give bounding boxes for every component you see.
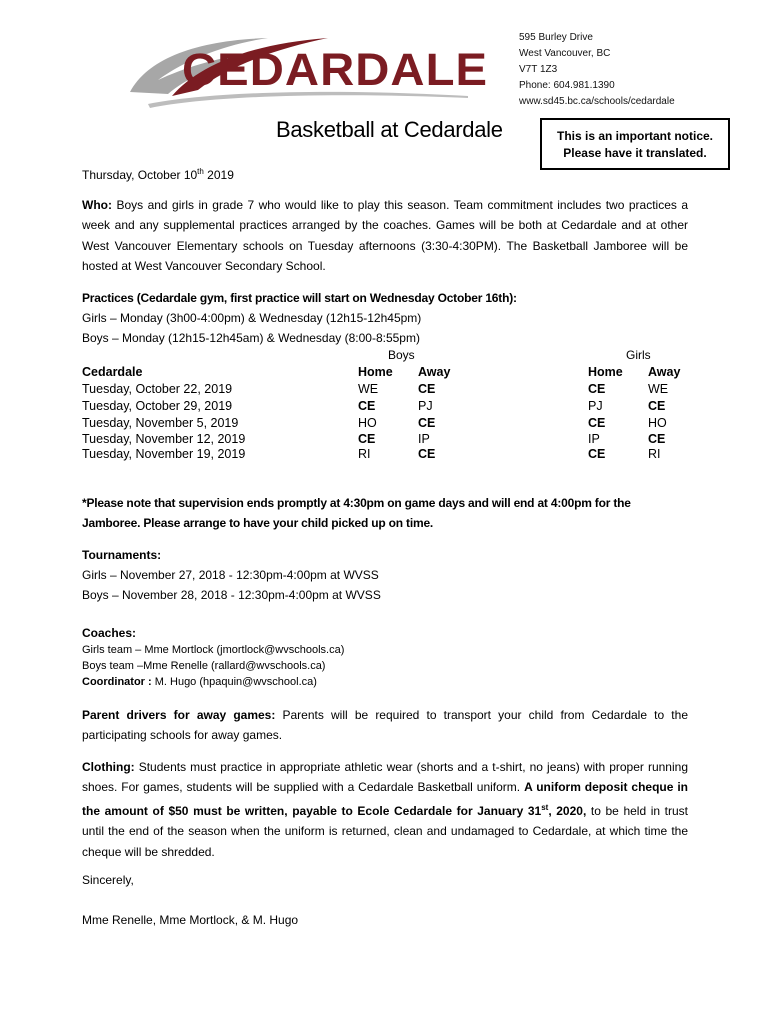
signature: Mme Renelle, Mme Mortlock, & M. Hugo xyxy=(82,913,299,927)
clothing-deposit-year: , 2020, xyxy=(548,803,587,818)
clothing-deposit-text: A uniform deposit cheque in the amount of $50 must be written, payable to Ecole Cedardale for January 31 xyxy=(82,780,689,818)
schedule-row-girls-away: RI xyxy=(648,447,661,461)
schedule-row-boys-home: HO xyxy=(358,416,377,430)
drivers-text: Parents will be required to transport your child from Cedardale to the participating schools for away games. xyxy=(82,708,688,743)
schedule-row-boys-home: CE xyxy=(358,432,376,446)
who-paragraph xyxy=(82,195,688,277)
schedule-row-date: Tuesday, October 22, 2019 xyxy=(82,382,233,396)
clothing-ordinal: st xyxy=(541,802,549,812)
coach-boys: Boys team –Mme Renelle (rallard@wvschools.ca) xyxy=(82,660,326,672)
schedule-row-boys-away: PJ xyxy=(418,399,433,413)
coordinator-name: M. Hugo (hpaquin@wvschool.ca) xyxy=(151,676,317,688)
girls-group-label: Girls xyxy=(626,348,651,362)
schedule-row-girls-home: PJ xyxy=(588,399,603,413)
coach-girls: Girls team – Mme Mortlock (jmortlock@wvschools.ca) xyxy=(82,644,345,656)
schedule-row-girls-home: CE xyxy=(588,382,606,396)
practices-girls: Girls – Monday (3h00-4:00pm) & Wednesday (12h15-12h45pm) xyxy=(82,311,422,325)
letter-date xyxy=(82,162,234,185)
schedule-row-boys-home: RI xyxy=(358,447,371,461)
address-website: www.sd45.bc.ca/schools/cedardale xyxy=(519,96,675,107)
notice-line-1: This is an important notice. xyxy=(556,129,714,143)
coordinator-label: Coordinator : xyxy=(82,676,152,688)
coaches-heading: Coaches: xyxy=(82,626,137,640)
schedule-row-girls-home: CE xyxy=(588,447,606,461)
schedule-row-girls-home: IP xyxy=(588,432,600,446)
col-header-boys-home: Home xyxy=(358,365,393,379)
col-header-girls-away: Away xyxy=(648,365,681,379)
cedardale-logo xyxy=(128,30,490,112)
schedule-row-girls-home: CE xyxy=(588,416,606,430)
schedule-row-boys-home: WE xyxy=(358,382,379,396)
address-phone: Phone: 604.981.1390 xyxy=(519,80,615,91)
schedule-row-boys-away: CE xyxy=(418,447,436,461)
practices-section xyxy=(82,288,702,348)
schedule-row-boys-away: IP xyxy=(418,432,430,446)
clothing-paragraph xyxy=(82,757,688,862)
date-year: 2019 xyxy=(203,168,234,182)
who-text: Boys and girls in grade 7 who would like to play this season. Team commitment includes two practices a week and any supplemental practices arranged by the coaches. Games will be both at Cedardale and at other West Vancouver Elementary schools on Tuesday afternoons (3:30-4:30PM). The Basketball Jamboree will be hosted at West Vancouver Secondary School. xyxy=(82,198,688,274)
address-postal: V7T 1Z3 xyxy=(519,64,558,75)
schedule-row-girls-away: WE xyxy=(648,382,669,396)
coach-coordinator xyxy=(82,674,344,690)
tournament-boys: Boys – November 28, 2018 - 12:30pm-4:00pm at WVSS xyxy=(82,588,381,602)
who-label: Who: xyxy=(82,198,112,212)
col-header-girls-home: Home xyxy=(588,365,623,379)
schedule-row-boys-away: CE xyxy=(418,382,436,396)
notice-line-2: Please have it translated. xyxy=(563,146,707,160)
drivers-label: Parent drivers for away games: xyxy=(82,708,276,722)
drivers-paragraph xyxy=(82,705,688,746)
coaches-section xyxy=(82,625,344,690)
schedule-row-girls-away: CE xyxy=(648,399,666,413)
schedule-row-girls-away: CE xyxy=(648,432,666,446)
date-text: Thursday, October 10 xyxy=(82,168,198,182)
col-header-school: Cedardale xyxy=(82,365,143,379)
schedule-row-boys-away: CE xyxy=(418,416,436,430)
practices-heading: Practices (Cedardale gym, first practice will start on Wednesday October 16th): xyxy=(82,291,517,305)
clothing-text: Students must practice in appropriate athletic wear (shorts and a t-shirt, no jeans) with proper running shoes. For games, students will be supplied with a Cedardale Basketball uniform. xyxy=(82,760,688,795)
schedule-row-date: Tuesday, October 29, 2019 xyxy=(82,399,233,413)
schedule-row-date: Tuesday, November 19, 2019 xyxy=(82,447,246,461)
translation-notice-box xyxy=(540,118,730,170)
tournaments-section xyxy=(82,545,381,605)
clothing-label: Clothing: xyxy=(82,760,135,774)
boys-group-label: Boys xyxy=(388,348,415,362)
practices-boys: Boys – Monday (12h15-12h45am) & Wednesday (8:00-8:55pm) xyxy=(82,331,420,345)
logo-wordmark: CEDARDALE xyxy=(182,44,489,95)
date-ordinal: th xyxy=(197,167,204,176)
schedule-row-boys-home: CE xyxy=(358,399,376,413)
supervision-note: *Please note that supervision ends promptly at 4:30pm on game days and will end at 4:00pm for the Jamboree. Please arrange to have your child picked up on time. xyxy=(82,496,631,531)
closing: Sincerely, xyxy=(82,873,134,887)
address-city: West Vancouver, BC xyxy=(519,48,611,59)
schedule-row-date: Tuesday, November 5, 2019 xyxy=(82,416,239,430)
page-title: Basketball at Cedardale xyxy=(276,117,503,142)
schedule-row-date: Tuesday, November 12, 2019 xyxy=(82,432,246,446)
clothing-trust-text: to be held in trust until the end of the season when the uniform is returned, clean and undamaged to Cedardale, at which time the cheque will be shredded. xyxy=(82,803,688,859)
address-street: 595 Burley Drive xyxy=(519,32,593,43)
tournaments-heading: Tournaments: xyxy=(82,548,162,562)
col-header-boys-away: Away xyxy=(418,365,451,379)
tournament-girls: Girls – November 27, 2018 - 12:30pm-4:00pm at WVSS xyxy=(82,568,379,582)
school-address xyxy=(519,30,675,110)
schedule-row-girls-away: HO xyxy=(648,416,667,430)
